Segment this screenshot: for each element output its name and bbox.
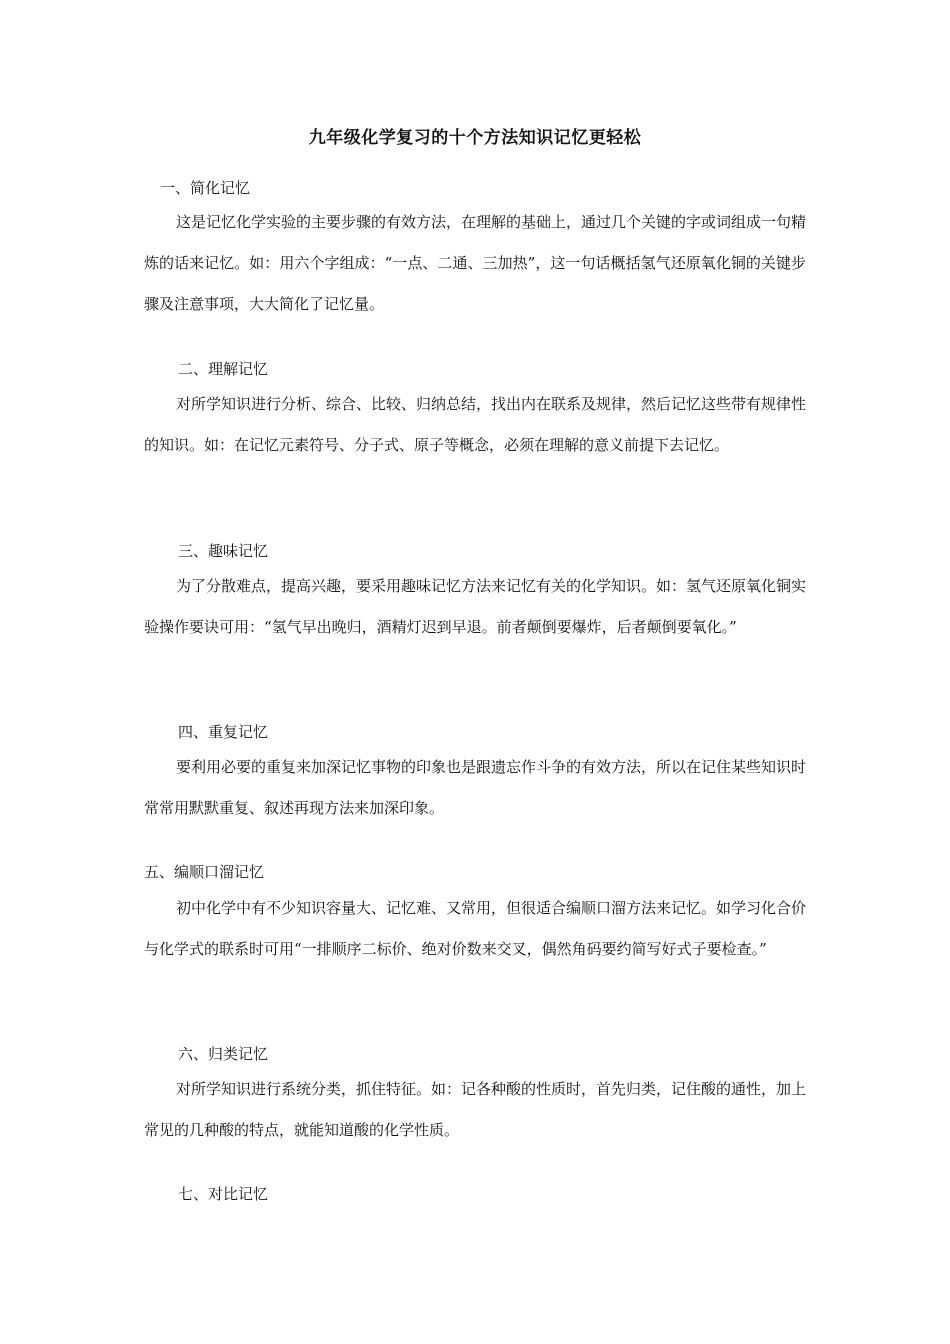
section-heading-2: 二、理解记忆 [178,360,269,378]
section-heading-4: 四、重复记忆 [178,723,269,741]
section-body-3: 为了分散难点，提高兴趣，要采用趣味记忆方法来记忆有关的化学知识。如：氢气还原氧化铜实验操作要诀可用：“氢气早出晚归，酒精灯迟到早退。前者颠倒要爆炸，后者颠倒要氧化。” [144,577,807,636]
section-body-5: 初中化学中有不少知识容量大、记忆难、又常用，但很适合编顺口溜方法来记忆。如学习化合价与化学式的联系时可用“一排顺序二标价、绝对价数来交叉，偶然角码要约简写好式子要检查。” [144,899,807,958]
section-heading-1: 一、简化记忆 [160,179,251,197]
section-body-1: 这是记忆化学实验的主要步骤的有效方法，在理解的基础上，通过几个关键的字或词组成一句精炼的话来记忆。如：用六个字组成：“一点、二通、三加热”，这一句话概括氢气还原氧化铜的关键步骤及注意事项，大大简化了记忆量。 [144,213,807,313]
document-title: 九年级化学复习的十个方法知识记忆更轻松 [308,128,642,148]
section-heading-7: 七、对比记忆 [178,1185,269,1203]
section-body-6: 对所学知识进行系统分类，抓住特征。如：记各种酸的性质时，首先归类，记住酸的通性，加上常见的几种酸的特点，就能知道酸的化学性质。 [144,1080,807,1139]
section-body-4: 要利用必要的重复来加深记忆事物的印象也是跟遗忘作斗争的有效方法，所以在记住某些知识时常常用默默重复、叙述再现方法来加深印象。 [144,758,807,817]
section-body-2: 对所学知识进行分析、综合、比较、归纳总结，找出内在联系及规律，然后记忆这些带有规律性的知识。如：在记忆元素符号、分子式、原子等概念，必须在理解的意义前提下去记忆。 [144,395,807,454]
section-heading-6: 六、归类记忆 [178,1045,269,1063]
section-heading-3: 三、趣味记忆 [178,542,269,560]
section-heading-5: 五、编顺口溜记忆 [144,863,265,881]
